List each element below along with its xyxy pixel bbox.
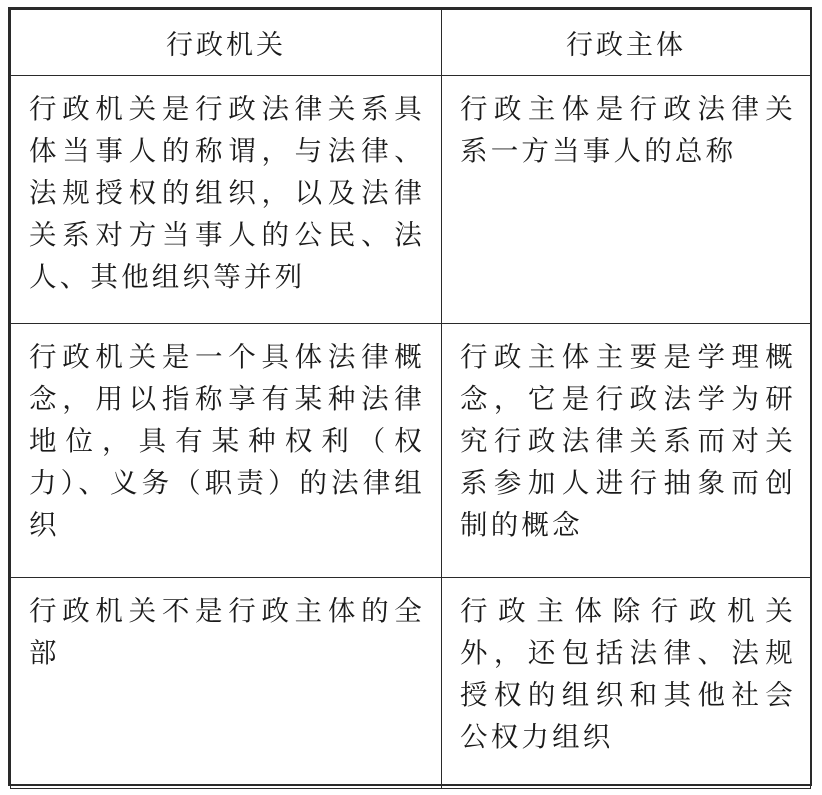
comparison-table [8, 7, 812, 786]
row-1-subject-cell: 行政主体是行政法律关系一方当事人的总称 [442, 76, 811, 324]
header-administrative-organ: 行政机关 [11, 10, 442, 76]
row-3-subject-cell: 行政主体除行政机关外，还包括法律、法规授权的组织和其他社会公权力组织 [442, 578, 811, 789]
table-row [11, 76, 811, 324]
row-3-organ-cell: 行政机关不是行政主体的全部 [11, 578, 442, 789]
header-administrative-subject: 行政主体 [442, 10, 811, 76]
comparison-table-grid [10, 9, 811, 789]
row-1-organ-cell: 行政机关是行政法律关系具体当事人的称谓，与法律、法规授权的组织，以及法律关系对方当事人的公民、法人、其他组织等并列 [11, 76, 442, 324]
header-row [11, 10, 811, 76]
table-row [11, 324, 811, 578]
row-2-organ-cell: 行政机关是一个具体法律概念，用以指称享有某种法律地位，具有某种权利（权力）、义务（职责）的法律组织 [11, 324, 442, 578]
row-2-subject-cell: 行政主体主要是学理概念，它是行政法学为研究行政法律关系而对关系参加人进行抽象而创制的概念 [442, 324, 811, 578]
table-row [11, 578, 811, 789]
